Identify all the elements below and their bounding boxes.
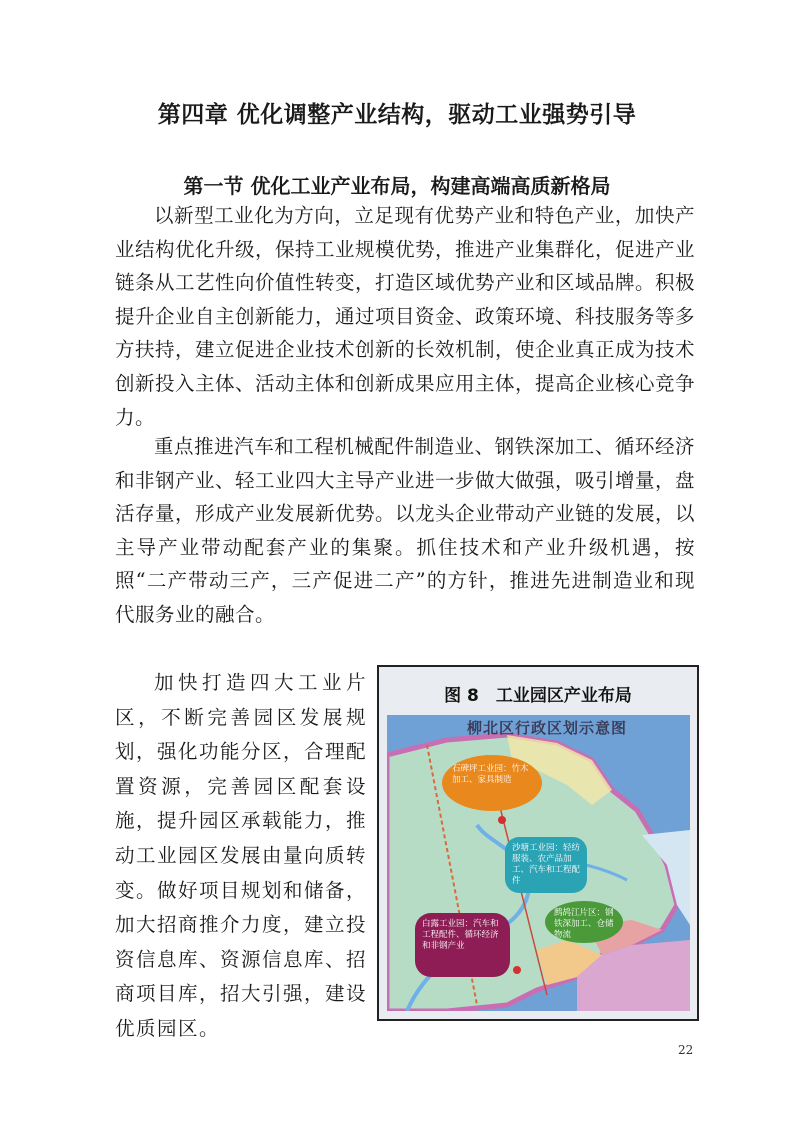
page-number: 22: [678, 1043, 694, 1057]
figure-industrial-parks: [377, 665, 699, 1021]
callout-shatang-park: 沙塘工业园：轻纺服装、农产品加工、汽车和工程配件: [505, 837, 587, 893]
body-paragraph: 重点推进汽车和工程机械配件制造业、钢铁深加工、循环经济和非钢产业、轻工业四大主导产业进一步做大做强，吸引增量，盘活存量，形成产业发展新优势。以龙头企业带动产业链的发展，以主导产业带动配套产业的集聚。抓住技术和产业升级机遇，按照“二产带动三产，三产促进二产”的方针，推进先进制造业和现代服务业的融合。: [115, 435, 696, 626]
map-heading: 柳北区行政区划示意图: [467, 719, 628, 737]
body-paragraph: 加快打造四大工业片区，不断完善园区发展规划，强化功能分区，合理配置资源，完善园区配套设施，提升园区承载能力，推动工业园区发展由量向质转变。做好项目规划和储备，加大招商推介力度，建立投资信息库、资源信息库、招商项目库，招大引强，建设优质园区。: [115, 671, 368, 1040]
section-title: 第一节 优化工业产业布局，构建高端高质新格局: [183, 174, 611, 198]
callout-shibeiping-park: 石碑坪工业园：竹木加工、家具制造: [442, 755, 542, 811]
chapter-title: 第四章 优化调整产业结构，驱动工业强势引导: [157, 102, 637, 128]
figure-caption: 图 8 工业园区产业布局: [444, 686, 632, 706]
district-map: [387, 715, 690, 1011]
body-paragraph: 以新型工业化为方向，立足现有优势产业和特色产业，加快产业结构优化升级，保持工业规模优势，推进产业集群化，促进产业链条从工艺性向价值性转变，打造区域优势产业和区域品牌。积极提升企业自主创新能力，通过项目资金、政策环境、科技服务等多方扶持，建立促进企业技术创新的长效机制，使企业真正成为技术创新投入主体、活动主体和创新成果应用主体，提高企业核心竞争力。: [115, 204, 696, 429]
callout-bailu-park: 白露工业园：汽车和工程配件、循环经济和非钢产业: [415, 913, 510, 977]
callout-zheguijiang-area: 鹧鸪江片区：钢铁深加工、仓储物流: [545, 901, 623, 943]
